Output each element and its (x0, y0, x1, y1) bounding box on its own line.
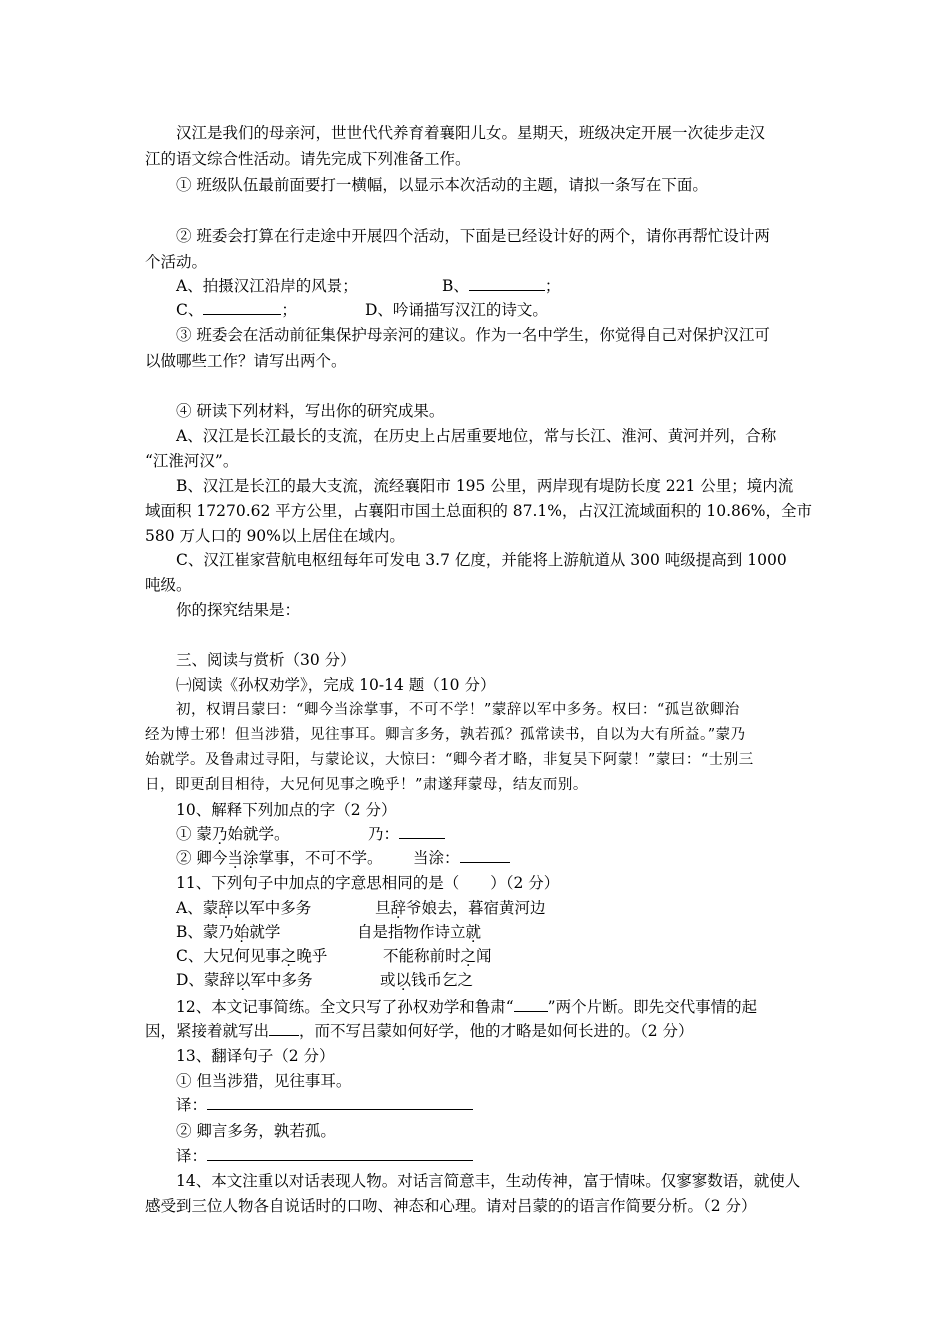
passage-line-3: 始就学。及鲁肃过寻阳，与蒙论议，大惊曰：“卿今者才略，非复吴下阿蒙！”蒙曰：“士别三 (145, 752, 754, 768)
section-3-title: 三、阅读与赏析（30 分） (176, 651, 356, 669)
q11-option-a-left (176, 898, 311, 918)
q11-option-a-right (375, 898, 546, 918)
q10-answer-2-label: 当涂： (413, 849, 460, 867)
q10-item-2-post: 掌事，不可不学。 (258, 849, 383, 867)
material-c-line-1: C、汉江崔家营航电枢纽每年可发电 3.7 亿度，并能将上游航道从 300 吨级提高到 1000 (176, 551, 787, 569)
activity-b-label: B、 (442, 277, 469, 295)
activity-b-end: ； (544, 277, 561, 295)
q12-line-2-pre: 因，紧接着就写出 (145, 1022, 270, 1040)
activity-d: D、吟诵描写汉江的诗文。 (365, 301, 548, 319)
question-10-title: 10、解释下列加点的字（2 分） (176, 801, 397, 819)
q11-c-left-post: 晚乎 (296, 947, 328, 965)
q11-a-right-post: 爷娘去，暮宿黄河边 (406, 899, 546, 917)
q11-c-left-dotted: 之 (280, 947, 297, 965)
question-2-line-2: 个活动。 (145, 253, 208, 271)
q12-blank-2[interactable] (269, 1021, 299, 1036)
translation-1-label: 译： (176, 1096, 208, 1114)
question-12-line-2 (145, 1021, 694, 1041)
q12-line-1-post: ”两个片断。即先交代事情的起 (547, 998, 758, 1016)
material-b-line-1: B、汉江是长江的最大支流，流经襄阳市 195 公里，两岸现有堤防长度 221 公里；境内流 (176, 477, 794, 495)
q11-a-left-pre: A、蒙 (176, 899, 219, 917)
q11-b-left-pre: B、蒙乃 (176, 923, 234, 941)
material-c-line-2: 吨级。 (145, 576, 192, 594)
q11-c-left-pre: C、大兄何见事 (176, 947, 281, 965)
q11-a-left-post: 以军中多务 (233, 899, 312, 917)
question-4-title: ④ 研读下列材料，写出你的研究成果。 (176, 402, 445, 420)
q11-d-right-post: 钱币乞之 (411, 971, 474, 989)
q10-answer-2-blank[interactable] (460, 848, 510, 863)
material-b-line-2: 域面积 17270.62 平方公里，占襄阳市国土总面积的 87.1%，占汉江流域面积的 10.86%，全市 (145, 502, 813, 520)
question-2-line-1: ② 班委会打算在行走途中开展四个活动，下面是已经设计好的两个，请你再帮忙设计两 (176, 227, 770, 245)
passage-line-1: 初，权谓吕蒙曰：“卿今当涂掌事，不可不学！”蒙辞以军中多务。权曰：“孤岂欲卿治 (176, 702, 740, 718)
material-b-line-3: 580 万人口的 90%以上居住在域内。 (145, 527, 405, 545)
activity-c-end: ； (281, 301, 297, 319)
activity-b (442, 276, 560, 296)
question-10-item-1 (176, 824, 289, 844)
activity-c (176, 300, 297, 320)
q11-d-right-dotted: 以 (395, 971, 412, 989)
question-13-title: 13、翻译句子（2 分） (176, 1047, 335, 1065)
q11-a-right-pre: 旦 (375, 899, 391, 917)
q11-option-c-left (176, 946, 327, 966)
q11-a-left-dotted: 辞 (218, 899, 234, 917)
question-3-line-1: ③ 班委会在活动前征集保护母亲河的建议。作为一名中学生，你觉得自己对保护汉江可 (176, 326, 770, 344)
q11-b-right-dotted: 就 (465, 923, 482, 941)
q11-option-d-right (380, 970, 473, 990)
activity-c-blank[interactable] (203, 300, 281, 315)
q10-item-2-dotted-1: 当 (227, 849, 243, 867)
q11-option-c-right (383, 946, 492, 966)
q11-b-left-post: 就学 (249, 923, 281, 941)
intro-line-1: 汉江是我们的母亲河，世世代代养育着襄阳儿女。星期天，班级决定开展一次徒步走汉 (176, 124, 766, 142)
q10-answer-1-blank[interactable] (399, 824, 445, 839)
translation-2-label: 译： (176, 1147, 208, 1165)
q10-item-1-post: 始就学。 (227, 825, 290, 843)
q11-option-b-left (176, 922, 280, 942)
passage-line-2: 经为博士邪！但当涉猎，见往事耳。卿言多务，孰若孤？孤常读书，自以为大有所益。”蒙乃 (145, 727, 746, 743)
q11-option-d-left (176, 970, 312, 990)
q11-option-b-right (357, 922, 481, 942)
q11-c-right-post: 闻 (476, 947, 492, 965)
activity-a: A、拍摄汉江沿岸的风景； (176, 277, 358, 295)
question-14-line-2: 感受到三位人物各自说话时的口吻、神态和心理。请对吕蒙的的语言作简要分析。（2 分） (145, 1197, 757, 1215)
question-10-answer-1 (368, 824, 445, 844)
question-12-line-1 (176, 997, 757, 1017)
question-13-sentence-2: ② 卿言多务，孰若孤。 (176, 1122, 336, 1140)
activity-c-label: C、 (176, 301, 204, 319)
q11-b-left-dotted: 始 (233, 923, 250, 941)
material-a-line-2: “江淮河汉”。 (145, 452, 239, 470)
q11-b-right-pre: 自是指物作诗立 (357, 923, 466, 941)
q11-c-right-dotted: 之 (460, 947, 477, 965)
q10-answer-1-label: 乃： (368, 825, 400, 843)
material-a-line-1: A、汉江是长江最长的支流，在历史上占居重要地位，常与长江、淮河、黄河并列，合称 (176, 427, 777, 445)
intro-line-2: 江的语文综合性活动。请先完成下列准备工作。 (145, 150, 471, 168)
question-3-line-2: 以做哪些工作？请写出两个。 (145, 352, 347, 370)
q11-d-left-pre: D、蒙辞 (176, 971, 235, 989)
q11-c-right-pre: 不能称前时 (383, 947, 461, 965)
translation-1-line[interactable] (207, 1095, 473, 1110)
q10-item-2-dotted-2: 涂 (242, 849, 259, 867)
q11-d-left-dotted: 以 (234, 971, 251, 989)
translation-2-line[interactable] (207, 1146, 473, 1161)
question-10-item-2 (176, 848, 382, 868)
question-10-answer-2 (413, 848, 510, 868)
question-13-sentence-1: ① 但当涉猎，见往事耳。 (176, 1072, 352, 1090)
question-13-translation-1 (176, 1095, 473, 1115)
question-11-title: 11、下列句子中加点的字意思相同的是（ ）（2 分） (176, 874, 560, 892)
q11-d-left-post: 军中多务 (250, 971, 313, 989)
question-13-translation-2 (176, 1146, 473, 1166)
passage-line-4: 日，即更刮目相待，大兄何见事之晚乎！”肃遂拜蒙母，结友而别。 (145, 777, 588, 793)
q11-d-right-pre: 或 (380, 971, 396, 989)
q10-item-1-pre: ① 蒙 (176, 825, 212, 843)
q10-item-2-pre: ② 卿今 (176, 849, 228, 867)
q10-item-1-dotted: 乃 (211, 825, 228, 843)
question-1: ① 班级队伍最前面要打一横幅，以显示本次活动的主题，请拟一条写在下面。 (176, 176, 708, 194)
q12-line-2-post: ，而不写吕蒙如何好学，他的才略是如何长进的。（2 分） (299, 1022, 694, 1040)
q12-line-1-pre: 12、本文记事简练。全文只写了孙权劝学和鲁肃“ (176, 998, 514, 1016)
result-prompt: 你的探究结果是： (176, 601, 301, 619)
section-3-subtitle: ㈠阅读《孙权劝学》，完成 10-14 题（10 分） (176, 676, 496, 694)
q12-blank-1[interactable] (514, 997, 548, 1012)
q11-a-right-dotted: 辞 (390, 899, 407, 917)
question-14-line-1: 14、本文注重以对话表现人物。对话言简意丰，生动传神，富于情味。仅寥寥数语，就使人 (176, 1172, 801, 1190)
activity-b-blank[interactable] (469, 276, 545, 291)
